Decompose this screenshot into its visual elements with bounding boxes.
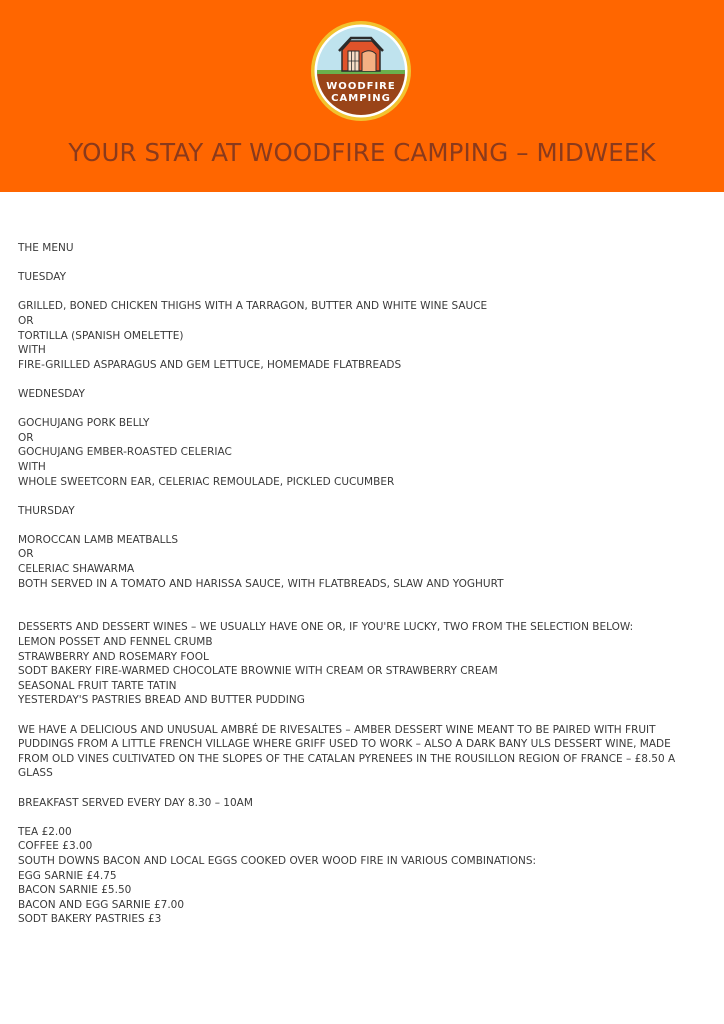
menu-line: CELERIAC SHAWARMA (18, 563, 135, 576)
wine-paragraph-line: FROM OLD VINES CULTIVATED ON THE SLOPES OF THE CATALAN PYRENEES IN THE ROUSILLON REGION OF FRANCE – £8.50 A (18, 752, 676, 765)
dessert-item: STRAWBERRY AND ROSEMARY FOOL (18, 650, 209, 663)
menu-line: WITH (18, 344, 46, 357)
menu-heading: THE MENU (18, 242, 74, 254)
breakfast-item: EGG SARNIE £4.75 (18, 869, 117, 882)
menu-line: FIRE-GRILLED ASPARAGUS AND GEM LETTUCE, HOMEMADE FLATBREADS (18, 358, 402, 371)
menu-line: TORTILLA (SPANISH OMELETTE) (18, 329, 184, 342)
dessert-item: SODT BAKERY FIRE-WARMED CHOCOLATE BROWNIE WITH CREAM OR STRAWBERRY CREAM (18, 665, 498, 678)
wine-paragraph-line: PUDDINGS FROM A LITTLE FRENCH VILLAGE WHERE GRIFF USED TO WORK – ALSO A DARK BANY ULS DESSERT WINE, MADE (18, 738, 671, 751)
woodfire-camping-logo (310, 20, 412, 122)
breakfast-item: TEA £2.00 (18, 825, 72, 838)
menu-line: GRILLED, BONED CHICKEN THIGHS WITH A TARRAGON, BUTTER AND WHITE WINE SAUCE (18, 300, 488, 313)
wine-paragraph-line: GLASS (18, 767, 53, 780)
wine-paragraph-line: WE HAVE A DELICIOUS AND UNUSUAL AMBRÉ DE RIVESALTES – AMBER DESSERT WINE MEANT TO BE PAIRED WITH FRUIT (18, 723, 656, 736)
day-heading-tuesday: TUESDAY (18, 271, 67, 284)
day-heading-wednesday: WEDNESDAY (18, 387, 85, 400)
breakfast-item: SOUTH DOWNS BACON AND LOCAL EGGS COOKED OVER WOOD FIRE IN VARIOUS COMBINATIONS: (18, 854, 537, 867)
menu-line: GOCHUJANG PORK BELLY (18, 417, 150, 430)
dessert-item: SEASONAL FRUIT TARTE TATIN (18, 679, 177, 692)
breakfast-item: BACON AND EGG SARNIE £7.00 (18, 898, 185, 911)
page-title: YOUR STAY AT WOODFIRE CAMPING – MIDWEEK (68, 138, 656, 167)
dessert-item: YESTERDAY'S PASTRIES BREAD AND BUTTER PUDDING (18, 694, 305, 707)
menu-line: OR (18, 314, 34, 327)
menu-line: GOCHUJANG EMBER-ROASTED CELERIAC (18, 446, 232, 459)
breakfast-item: COFFEE £3.00 (18, 840, 93, 853)
menu-content (18, 241, 708, 927)
menu-line: WITH (18, 460, 46, 473)
dessert-item: LEMON POSSET AND FENNEL CRUMB (18, 636, 213, 649)
breakfast-item: SODT BAKERY PASTRIES £3 (18, 913, 162, 926)
menu-line: BOTH SERVED IN A TOMATO AND HARISSA SAUCE, WITH FLATBREADS, SLAW AND YOGHURT (18, 577, 504, 590)
breakfast-heading: BREAKFAST SERVED EVERY DAY 8.30 – 10AM (18, 796, 253, 809)
header-banner (0, 0, 724, 192)
menu-line: WHOLE SWEETCORN EAR, CELERIAC REMOULADE, PICKLED CUCUMBER (18, 475, 395, 488)
day-heading-thursday: THURSDAY (18, 504, 75, 517)
breakfast-item: BACON SARNIE £5.50 (18, 884, 132, 897)
logo-text-line1: WOODFIRE (326, 81, 396, 92)
logo-text-line2: CAMPING (331, 93, 391, 104)
menu-line: OR (18, 431, 34, 444)
menu-line: OR (18, 548, 34, 561)
menu-line: MOROCCAN LAMB MEATBALLS (18, 533, 179, 546)
desserts-heading: DESSERTS AND DESSERT WINES – WE USUALLY HAVE ONE OR, IF YOU'RE LUCKY, TWO FROM THE SELECTION BELOW: (18, 621, 634, 634)
